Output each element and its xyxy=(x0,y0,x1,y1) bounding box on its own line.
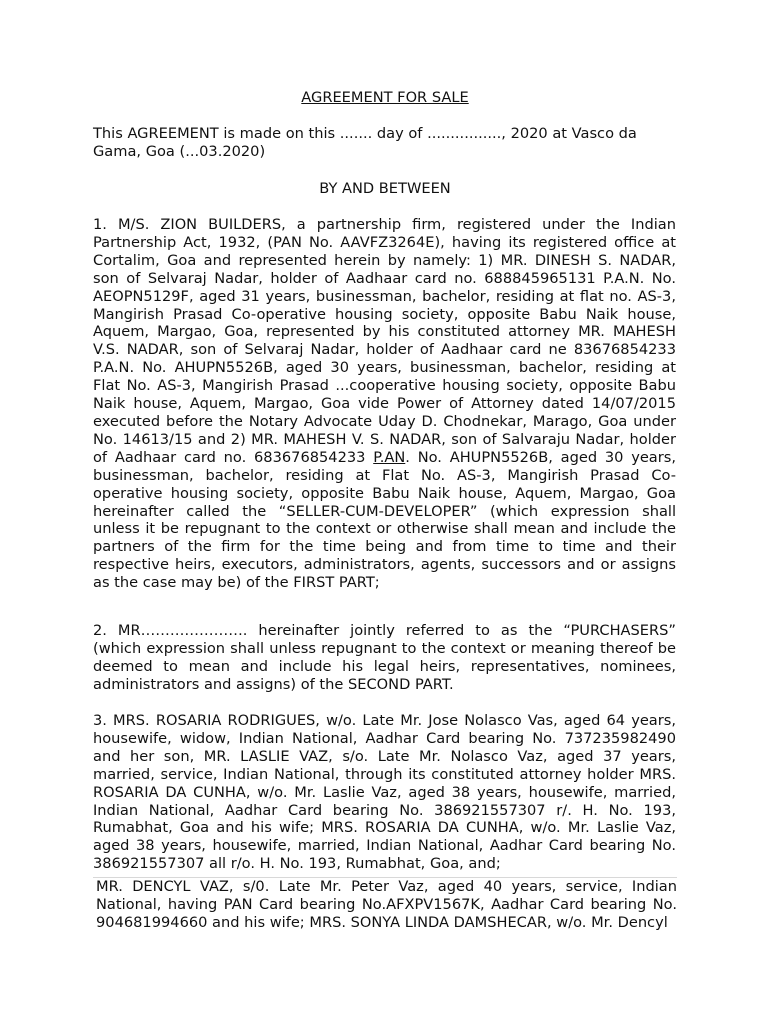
by-and-between-heading: BY AND BETWEEN xyxy=(319,180,451,197)
party-1-text-a: 1. M/S. ZION BUILDERS, a partnership firm, registered under the Indian Partnership Act, 1932, (PAN No. AAVFZ3264E), having its registered office at Cortalim, Goa and represented herein by namely: 1) MR. DINESH S. NADAR, son of Selvaraj Nadar, holder of Aadhaar card no. 688845965131 P.A.N. No. AEOPN5129F, aged 31 years, businessman, bachelor, residing at flat no. AS-3, Mangirish Prasad Co-operative housing society, opposite Babu Naik house, Aquem, Margao, Goa, represented by his constituted attorney MR. MAHESH V.S. NADAR, son of Selvaraj Nadar, holder of Aadhaar card ne 83676854233 P.A.N. No. AHUPN5526B, aged 30 years, businessman, bachelor, residing at Flat No. AS-3, Mangirish Prasad ...cooperative housing society, opposite Babu Naik house, Aquem, Margao, Goa vide Power of Attorney dated 14/07/2015 executed before the Notary Advocate Uday D. Chodnekar, Marago, Goa under No. 14613/15 and 2) MR. MAHESH V. S. NADAR, son of Salvaraju Nadar, holder of Aadhaar card no. 683676854233 xyxy=(93,216,676,466)
party-2-paragraph: 2. MR…………………. hereinafter jointly referred to as the “PURCHASERS” (which expression shall unless repugnant to the context or meaning thereof be deemed to mean and include his legal heirs, representatives, nominees, administrators and assigns) of the SECOND PART. xyxy=(93,622,676,693)
party-1-pan-underlined: P.AN xyxy=(373,448,406,466)
party-3-paragraph: 3. MRS. ROSARIA RODRIGUES, w/o. Late Mr. Jose Nolasco Vas, aged 64 years, housewife, widow, Indian National, Aadhar Card bearing No. 737235982490 and her son, MR. LASLIE VAZ, s/o. Late Mr. Nolasco Vaz, aged 37 years, married, service, Indian National, through its constituted attorney holder MRS. ROSARIA DA CUNHA, w/o. Mr. Laslie Vaz, aged 38 years, housewife, married, Indian National, Aadhar Card bearing No. 386921557307 r/. H. No. 193, Rumabhat, Goa and his wife; MRS. ROSARIA DA CUNHA, w/o. Mr. Laslie Vaz, aged 38 years, housewife, married, Indian National, Aadhar Card bearing No. 386921557307 all r/o. H. No. 193, Rumabhat, Goa, and; xyxy=(93,712,676,873)
party-1-paragraph xyxy=(93,216,676,592)
party-4-paragraph: MR. DENCYL VAZ, s/0. Late Mr. Peter Vaz, aged 40 years, service, Indian National, having PAN Card bearing No.AFXPV1567K, Aadhar Card bearing No. 904681994660 and his wife; MRS. SONYA LINDA DAMSHECAR, w/o. Mr. Dencyl xyxy=(93,877,677,932)
intro-text xyxy=(93,125,676,161)
party-1-text-b: . No. AHUPN5526B, aged 30 years, businessman, bachelor, residing at Flat No. AS-3, Mangirish Prasad Co-operative housing society, opposite Babu Naik house, Aquem, Margao, Goa hereinafter called the “SELLER-CUM-DEVELOPER” (which expression shall unless it be repugnant to the context or otherwise shall mean and include the partners of the firm for the time being and from time to time and their respective heirs, executors, administrators, agents, successors and or assigns as the case may be) of the FIRST PART; xyxy=(93,448,676,592)
document-title: AGREEMENT FOR SALE xyxy=(301,89,469,106)
intro-line-1: This AGREEMENT is made on this ....... day of ................, 2020 at Vasco da xyxy=(93,125,637,142)
intro-line-2: Gama, Goa (...03.2020) xyxy=(93,142,266,160)
